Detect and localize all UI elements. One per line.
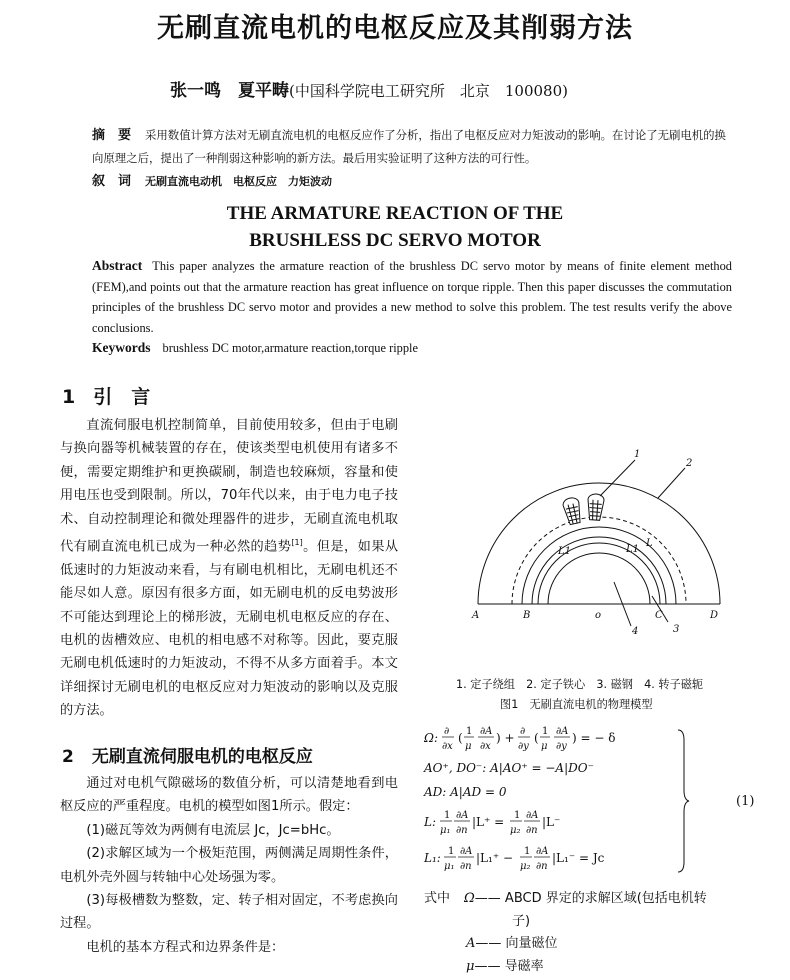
section-1-number: 1 — [62, 386, 76, 408]
authors — [170, 76, 568, 101]
section-1-title: 引 言 — [93, 386, 151, 408]
label-A: A — [472, 610, 480, 621]
eq-frac: μ — [465, 741, 472, 752]
eq-L1-label: L₁: — [424, 851, 441, 865]
symbol: Ω — [464, 891, 475, 906]
keywords-cn-text: 无刷直流电动机 电枢反应 力矩波动 — [145, 175, 333, 188]
assumption-2: (2)求解区域为一个极矩范围，两侧满足周期性条件，电机外壳外圆与转轴中心处场强为零。 — [60, 846, 398, 885]
eq-paren: ( — [534, 731, 539, 745]
label-D: D — [710, 610, 719, 621]
eq-frac: ∂x — [442, 741, 453, 752]
eq-frac: 1 — [444, 810, 451, 821]
abstract-en-text: This paper analyzes the armature reaction of the brushless DC servo motor by means of finite element method (FEM),and points out that the armature reaction has great influence on torque ripple. Then this paper discusses the commutation principles of the brushless DC servo motor and provides a new method to solve this problem. The test results verify the above conclusions. — [92, 259, 732, 335]
section-2-number: 2 — [62, 747, 74, 767]
eq-frac: ∂n — [456, 825, 468, 836]
section-1-text-a: 直流伺服电机控制简单，目前使用较多，但由于电刷与换向器等机械装置的存在，使该类型电机使用有诸多不便，需要定期维护和更换碳刷，制造也较麻烦，容量和使用电压也受到限制。所以，70年代以来，由于电力电子技术、自动控制理论和微处理器件的进步，无刷直流电机取代有刷直流电机已成为一种必然的趋势 — [60, 418, 398, 555]
symbol: μ — [466, 958, 475, 974]
assumption-3: (3)每极槽数为整数，定、转子相对固定，不考虑换向过程。 — [60, 893, 398, 932]
stator-winding-2 — [587, 493, 605, 520]
eq-frac: μ — [541, 741, 548, 752]
symbol-definitions — [424, 888, 707, 978]
citation-ref: [1] — [291, 538, 303, 548]
eq-frac: ∂A — [526, 810, 539, 821]
eq-rest: |L₁⁻ = Jc — [552, 851, 605, 865]
eq-L-label: L: — [424, 815, 437, 829]
english-title — [0, 200, 790, 254]
eq-frac: μ₁ — [440, 825, 451, 836]
label-L1-right: L1 — [626, 544, 640, 555]
eq-frac: ∂A — [456, 810, 469, 821]
label-L: L — [646, 538, 653, 549]
figure-legend: 1. 定子绕组 2. 定子铁心 3. 磁钢 4. 转子磁轭 — [456, 678, 704, 691]
dashed-arc — [512, 517, 686, 604]
symbol-definition: —— 导磁率 — [474, 958, 544, 974]
eq-rest: |L⁺ = — [472, 815, 505, 829]
figure-caption: 图1 无刷直流电机的物理模型 — [500, 698, 653, 711]
section-1-paragraph — [60, 414, 398, 723]
equation-brace — [676, 728, 690, 874]
keywords-en — [92, 340, 418, 356]
equation-system — [420, 718, 690, 882]
section-2-heading — [62, 742, 313, 767]
eq-frac: ∂ — [520, 726, 526, 737]
eq-frac: 1 — [524, 846, 531, 857]
eq-rest: ) = − δ — [572, 731, 616, 745]
label-2: 2 — [686, 458, 693, 469]
symbol-definition: 子) — [512, 913, 531, 929]
equation-intro: 电机的基本方程式和边界条件是： — [86, 939, 285, 955]
keywords-en-label: Keywords — [92, 340, 151, 355]
definition-row — [424, 911, 707, 934]
eq-frac: ∂A — [536, 846, 549, 857]
eq-frac: μ₂ — [520, 861, 531, 872]
label-4: 4 — [632, 626, 639, 636]
definition-row — [424, 888, 707, 911]
eq-frac: ∂n — [526, 825, 538, 836]
section-2-intro: 通过对电机气隙磁场的数值分析，可以清楚地看到电枢反应的严重程度。电机的模型如图1所示。假定： — [60, 776, 398, 815]
section-2-body — [60, 772, 398, 959]
abstract-cn-label: 摘 要 — [92, 128, 132, 143]
english-title-line-1: THE ARMATURE REACTION OF THE — [226, 203, 564, 224]
stator-winding — [562, 496, 583, 525]
author-affiliation: (中国科学院电工研究所 北京 100080) — [289, 82, 568, 100]
eq-frac: 1 — [542, 726, 549, 737]
author-names: 张一鸣 夏平畴 — [170, 81, 289, 101]
eq-frac: ∂A — [480, 726, 493, 737]
stator-inner-arc — [522, 527, 676, 604]
keywords-en-text: brushless DC motor,armature reaction,torque ripple — [162, 341, 419, 355]
symbol-definition: —— ABCD 界定的求解区域(包括电机转 — [474, 891, 707, 906]
abstract-cn — [92, 124, 732, 169]
eq-paren: ( — [458, 731, 463, 745]
eq-frac: μ₂ — [510, 825, 521, 836]
eq-frac: ∂x — [480, 741, 491, 752]
equation-svg — [420, 718, 690, 878]
keywords-cn-label: 叙 词 — [92, 174, 132, 189]
eq-rest: |L₁⁺ − — [476, 851, 514, 865]
abstract-en-label: Abstract — [92, 258, 143, 273]
page-title: 无刷直流电机的电枢反应及其削弱方法 — [157, 13, 633, 44]
eq-rest: ) + — [496, 731, 515, 745]
eq-line-2: AO⁺, DO⁻: A|AO⁺ = −A|DO⁻ — [424, 761, 594, 775]
where-lead: 式中 — [424, 891, 451, 906]
eq-frac: 1 — [514, 810, 521, 821]
eq-frac: 1 — [448, 846, 455, 857]
motor-model-figure — [468, 446, 730, 636]
definition-row — [424, 933, 707, 956]
section-1-body — [60, 414, 398, 723]
abstract-en — [92, 256, 732, 338]
keywords-cn — [92, 170, 332, 189]
english-title-line-2: BRUSHLESS DC SERVO MOTOR — [249, 230, 541, 251]
abstract-cn-text: 采用数值计算方法对无刷直流电机的电枢反应作了分析，指出了电枢反应对力矩波动的影响。在讨论了无刷电机的换向原理之后，提出了一种削弱这种影响的新方法。最后用实验证明了这种方法的可行性。 — [92, 128, 726, 165]
eq-omega-label: Ω: — [424, 731, 438, 745]
eq-frac: μ₁ — [444, 861, 455, 872]
symbol: A — [466, 936, 476, 951]
eq-frac: ∂A — [556, 726, 569, 737]
rotor-yoke-arc — [548, 553, 650, 604]
section-1-text-b: 。但是，如果从低速时的力矩波动来看，与有刷电机相比，无刷电机还不能尽如人意。原因有很多方面，如无刷电机的反电势波形不可能达到理论上的梯形波，无刷电机电枢反应的存在、电机的齿槽效应、电机的相电感不对称等。因此，要克服无刷电机低速时的力矩波动，不得不从多方面着手。本文详细探讨无刷电机的电枢反应对力矩波动的影响以及克服的方法。 — [60, 539, 399, 719]
eq-frac: ∂y — [556, 741, 567, 752]
section-2-title: 无刷直流伺服电机的电枢反应 — [91, 747, 313, 767]
eq-frac: ∂y — [518, 741, 529, 752]
label-3: 3 — [673, 624, 680, 635]
label-C: C — [655, 610, 663, 621]
label-O: o — [595, 610, 602, 621]
eq-line-3: AD: A|AD = 0 — [424, 785, 507, 799]
definition-row — [424, 956, 707, 979]
label-1: 1 — [634, 449, 641, 460]
eq-frac: ∂ — [444, 726, 450, 737]
eq-frac: ∂A — [460, 846, 473, 857]
eq-rest: |L⁻ — [542, 815, 561, 829]
eq-frac: ∂n — [536, 861, 548, 872]
symbol-definition: —— 向量磁位 — [475, 936, 558, 951]
label-B: B — [523, 610, 531, 621]
eq-frac: 1 — [466, 726, 473, 737]
equation-number: (1) — [736, 794, 755, 809]
assumption-1: (1)磁瓦等效为两侧有电流层 Jc，Jc=bHc。 — [86, 822, 340, 838]
label-L1-left: L1 — [558, 546, 572, 557]
eq-frac: ∂n — [460, 861, 472, 872]
section-1-heading — [62, 382, 150, 409]
